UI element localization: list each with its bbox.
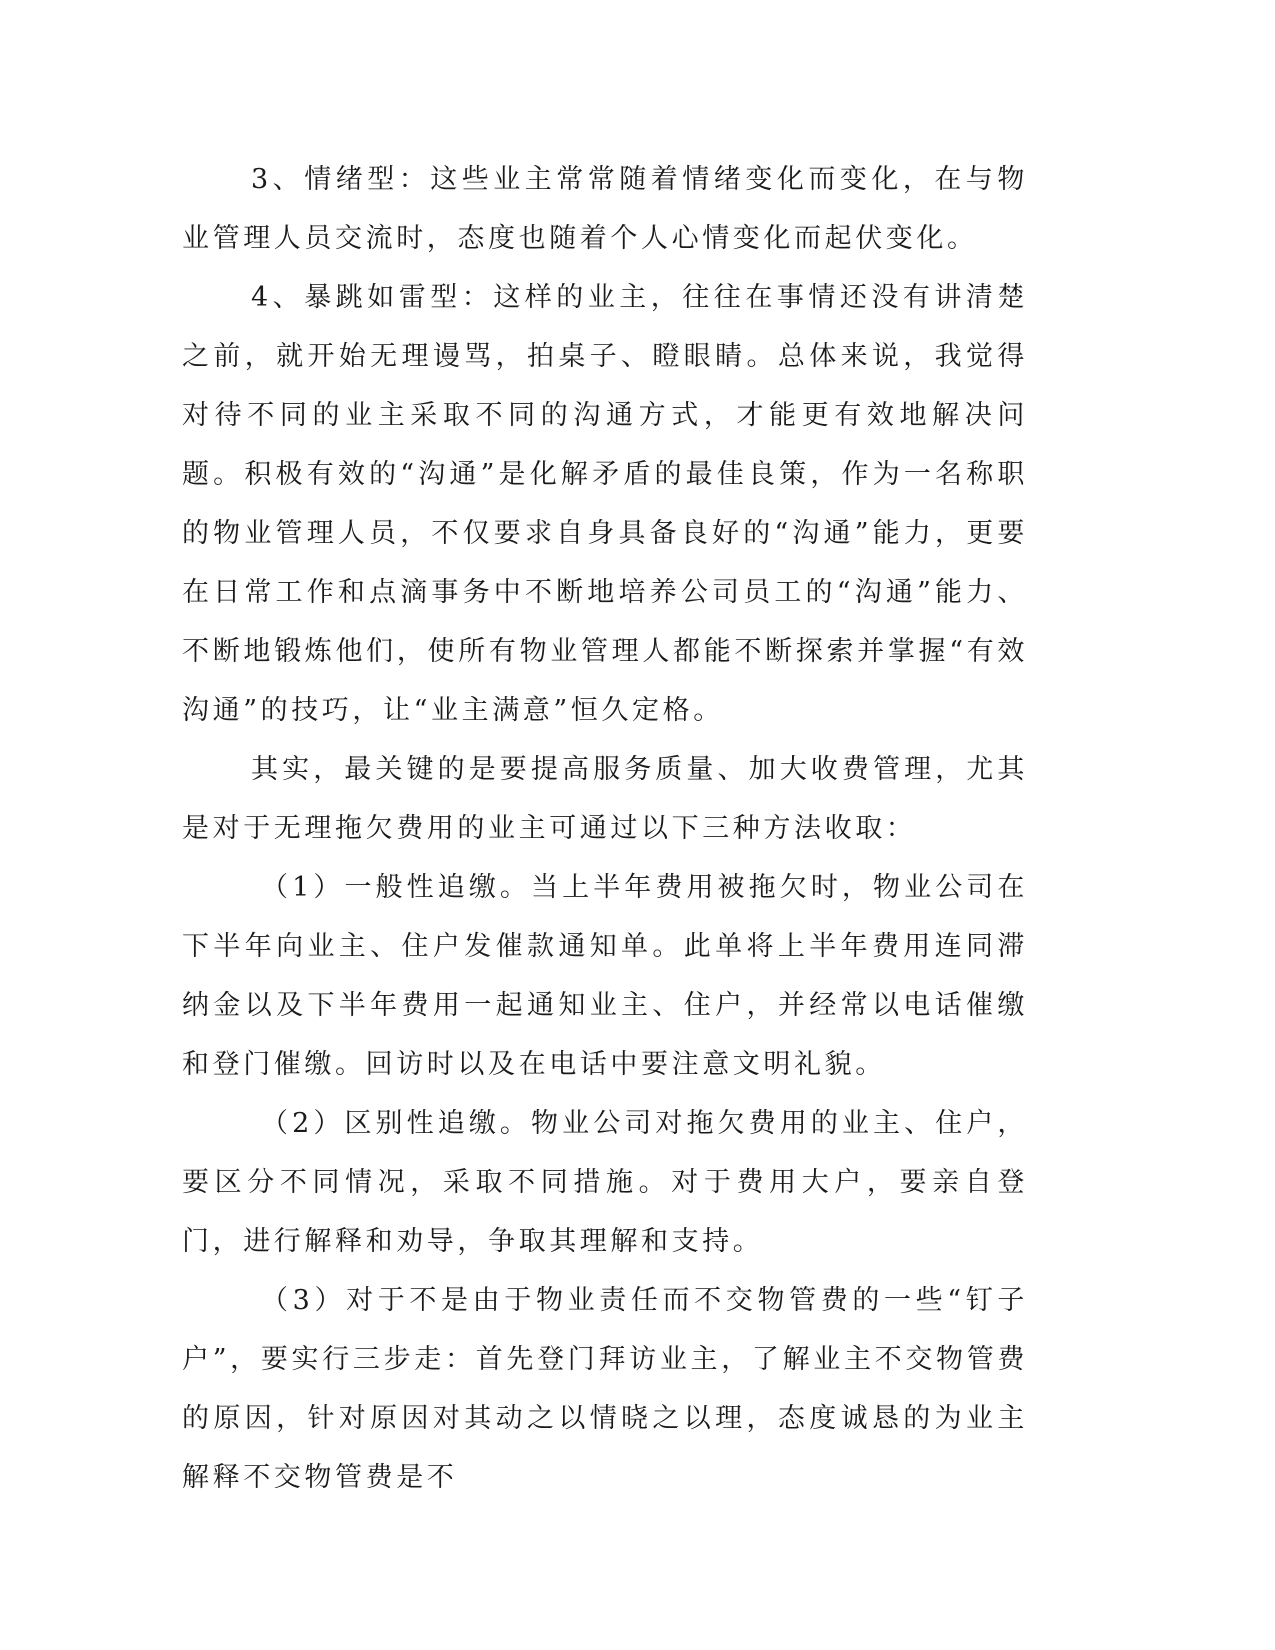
paragraph-method-3: （3）对于不是由于物业责任而不交物管费的一些“钉子户”，要实行三步走：首先登门拜访业主，了解业主不交物管费的原因，针对原因对其动之以情晓之以理，态度诚恳的为业主解释不交物管费是不 bbox=[182, 1285, 1028, 1493]
paragraph-explosive-type: 4、暴跳如雷型：这样的业主，往往在事情还没有讲清楚之前，就开始无理谩骂，拍桌子、瞪眼睛。总体来说，我觉得对待不同的业主采取不同的沟通方式，才能更有效地解决问题。积极有效的“沟通”是化解矛盾的最佳良策，作为一名称职的物业管理人员，不仅要求自身具备良好的“沟通”能力，更要在日常工作和点滴事务中不断地培养公司员工的“沟通”能力、不断地锻炼他们，使所有物业管理人都能不断探索并掌握“有效沟通”的技巧，让“业主满意”恒久定格。 bbox=[182, 282, 1028, 726]
paragraph-method-1: （1）一般性追缴。当上半年费用被拖欠时，物业公司在下半年向业主、住户发催款通知单。此单将上半年费用连同滞纳金以及下半年费用一起通知业主、住户，并经常以电话催缴和登门催缴。回访时以及在电话中要注意文明礼貌。 bbox=[182, 872, 1028, 1080]
paragraph-emotional-type: 3、情绪型：这些业主常常随着情绪变化而变化，在与物业管理人员交流时，态度也随着个人心情变化而起伏变化。 bbox=[182, 164, 1028, 254]
document-body bbox=[182, 150, 1028, 1507]
paragraph-method-2: （2）区别性追缴。物业公司对拖欠费用的业主、住户，要区分不同情况，采取不同措施。对于费用大户，要亲自登门，进行解释和劝导，争取其理解和支持。 bbox=[182, 1108, 1028, 1257]
paragraph-fee-collection-intro: 其实，最关键的是要提高服务质量、加大收费管理，尤其是对于无理拖欠费用的业主可通过以下三种方法收取： bbox=[182, 754, 1028, 844]
